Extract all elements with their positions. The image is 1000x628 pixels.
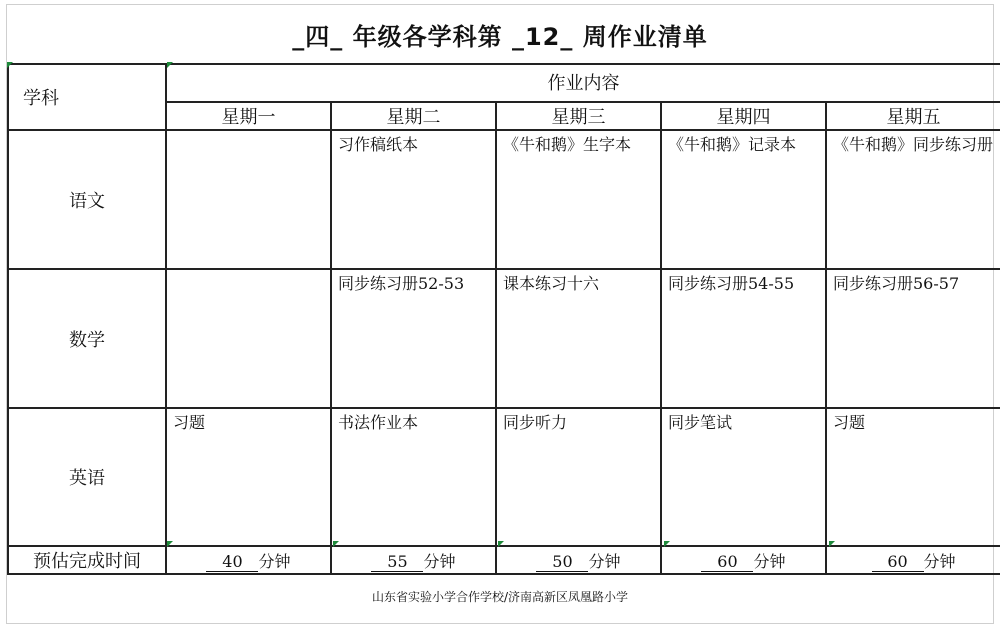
- title-text-1: 年级各学科第: [352, 23, 503, 51]
- day-header-mon: 星期一: [166, 102, 331, 130]
- time-tue: [331, 546, 496, 574]
- cell-chinese-thu: 《牛和鹅》记录本: [661, 130, 826, 269]
- time-unit: 分钟: [753, 551, 786, 571]
- school-footer: 山东省实验小学合作学校/济南高新区凤凰路小学: [371, 590, 629, 604]
- cell-english-thu: 同步笔试: [661, 408, 826, 546]
- title-week: _12_: [511, 23, 574, 51]
- time-fri: [826, 546, 1000, 574]
- worksheet: [6, 4, 994, 624]
- cell-english-mon: 习题: [166, 408, 331, 546]
- corner-mark-icon: [7, 62, 13, 68]
- time-wed: [496, 546, 661, 574]
- cell-math-tue: 同步练习册52-53: [331, 269, 496, 408]
- corner-mark-icon: [167, 62, 173, 68]
- time-label: 预估完成时间: [8, 546, 166, 574]
- time-thu: [661, 546, 826, 574]
- corner-mark-icon: [167, 541, 173, 547]
- subject-header: 学科: [8, 64, 166, 130]
- content-header: 作业内容: [166, 64, 1000, 102]
- subject-math: 数学: [8, 269, 166, 408]
- time-mon: [166, 546, 331, 574]
- time-value-wed: 50: [536, 553, 588, 572]
- cell-chinese-fri: 《牛和鹅》同步练习册: [826, 130, 1000, 269]
- corner-mark-icon: [498, 541, 504, 547]
- time-unit: 分钟: [423, 551, 456, 571]
- day-header-wed: 星期三: [496, 102, 661, 130]
- time-value-mon: 40: [206, 553, 258, 572]
- day-header-fri: 星期五: [826, 102, 1000, 130]
- page-title: [7, 17, 993, 52]
- table-row-english: [8, 408, 1000, 546]
- cell-math-fri: 同步练习册56-57: [826, 269, 1000, 408]
- table-row-math: [8, 269, 1000, 408]
- title-text-2: 周作业清单: [582, 23, 708, 51]
- cell-math-thu: 同步练习册54-55: [661, 269, 826, 408]
- subject-chinese: 语文: [8, 130, 166, 269]
- cell-math-mon: [166, 269, 331, 408]
- subject-english: 英语: [8, 408, 166, 546]
- time-unit: 分钟: [588, 551, 621, 571]
- time-value-fri: 60: [872, 553, 924, 572]
- cell-chinese-mon: [166, 130, 331, 269]
- cell-chinese-tue: 习作稿纸本: [331, 130, 496, 269]
- cell-chinese-wed: 《牛和鹅》生字本: [496, 130, 661, 269]
- cell-math-wed: 课本练习十六: [496, 269, 661, 408]
- corner-mark-icon: [829, 541, 835, 547]
- time-value-tue: 55: [371, 553, 423, 572]
- cell-english-wed: 同步听力: [496, 408, 661, 546]
- table-row-time: [8, 546, 1000, 574]
- corner-mark-icon: [664, 541, 670, 547]
- time-unit: 分钟: [923, 551, 956, 571]
- corner-mark-icon: [333, 541, 339, 547]
- day-header-thu: 星期四: [661, 102, 826, 130]
- time-value-thu: 60: [701, 553, 753, 572]
- title-grade: _四_: [292, 23, 344, 51]
- homework-table: [7, 63, 1000, 575]
- cell-english-fri: 习题: [826, 408, 1000, 546]
- time-unit: 分钟: [258, 551, 291, 571]
- table-row-chinese: [8, 130, 1000, 269]
- cell-english-tue: 书法作业本: [331, 408, 496, 546]
- day-header-tue: 星期二: [331, 102, 496, 130]
